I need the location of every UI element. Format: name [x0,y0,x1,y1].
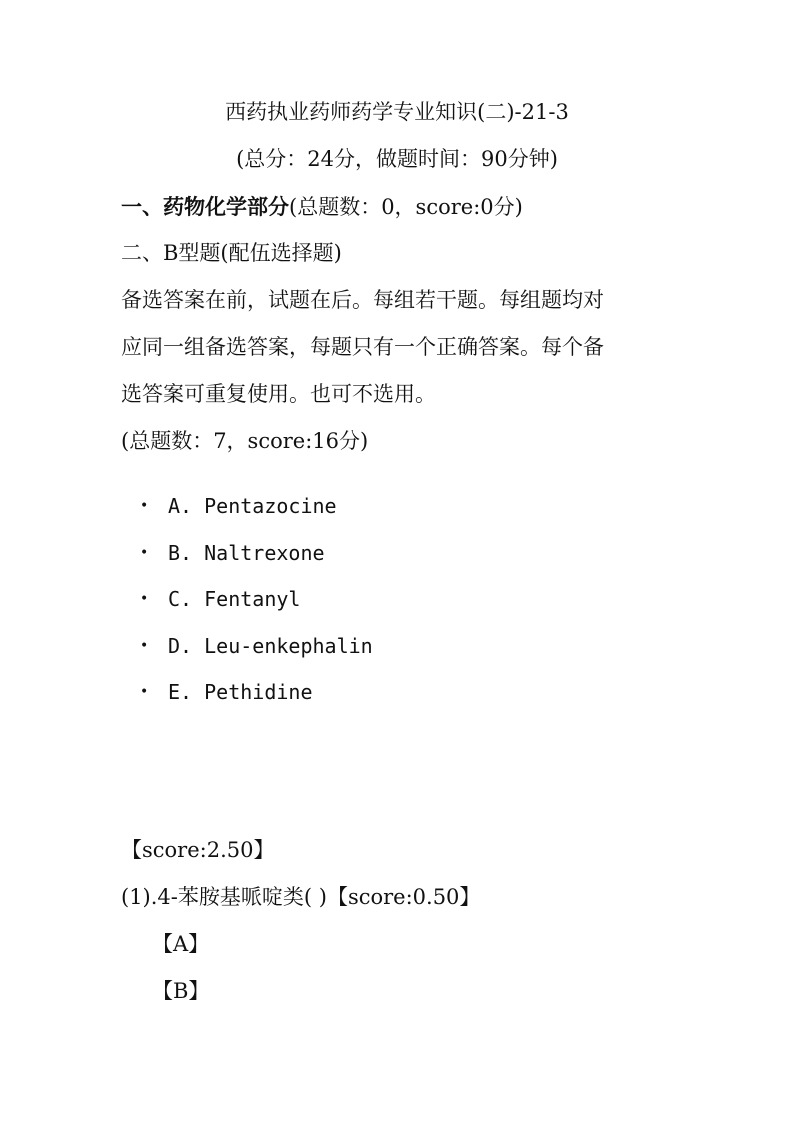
instructions-line-1: 备选答案在前，试题在后。每组若干题。每组题均对 [121,288,604,312]
option-list [140,494,373,727]
section-1-header [121,196,523,218]
answer-b: 【B】 [152,979,210,1003]
option-item [140,587,373,634]
option-label: B. Naltrexone [168,540,325,565]
bullet-icon: • [140,498,149,514]
section-2-meta: (总题数：7，score:16分) [121,429,369,453]
instructions-line-3: 选答案可重复使用。也可不选用。 [121,382,436,406]
option-label: A. Pentazocine [168,494,337,518]
bullet-icon: • [140,637,149,654]
option-label: D. Leu-enkephalin [168,633,373,658]
bullet-icon: • [140,591,149,607]
bullet-icon: • [140,544,149,561]
option-item [140,494,373,541]
document-title: 西药执业药师药学专业知识(二)-21-3 [225,100,569,124]
option-item [140,634,373,681]
section-2-heading: 二、B型题(配伍选择题) [121,241,342,265]
document-subtitle: (总分：24分，做题时间：90分钟) [236,147,558,171]
option-item [140,541,373,588]
section-1-meta: (总题数：0，score:0分) [289,195,523,219]
option-item [140,680,373,727]
bullet-icon: • [140,684,149,700]
section-1-heading: 一、药物化学部分 [121,194,289,219]
group-score: 【score:2.50】 [121,838,275,862]
question-1-text: (1).4-苯胺基哌啶类( )【score:0.50】 [121,885,481,909]
instructions-line-2: 应同一组备选答案，每题只有一个正确答案。每个备 [121,335,604,359]
option-label: E. Pethidine [168,680,313,704]
answer-a: 【A】 [152,932,210,956]
option-label: C. Fentanyl [168,587,301,611]
